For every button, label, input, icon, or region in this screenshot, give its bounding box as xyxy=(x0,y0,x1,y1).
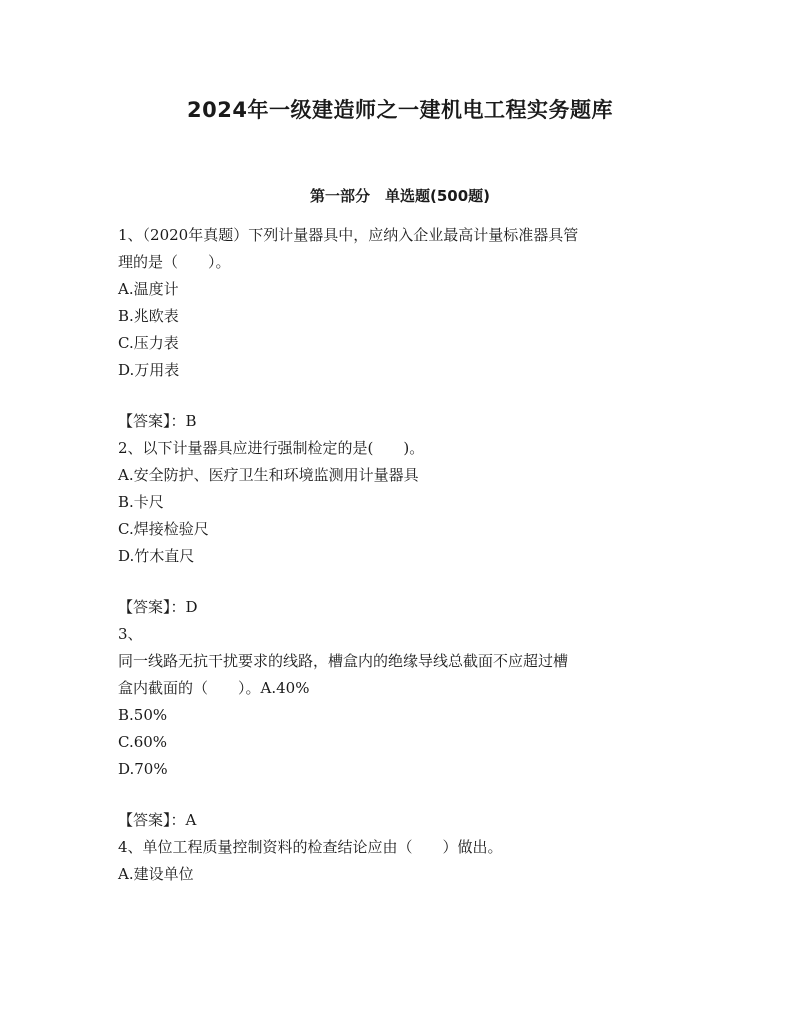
section-title: 第一部分 单选题(500题) xyxy=(309,187,491,205)
option-d: D.70% xyxy=(118,760,168,778)
question-stem-line: 4、单位工程质量控制资料的检查结论应由（ ）做出。 xyxy=(118,838,503,856)
option-b: B.兆欧表 xyxy=(118,307,179,325)
question-stem-line: 1、（2020年真题）下列计量器具中，应纳入企业最高计量标准器具管 xyxy=(118,226,579,244)
question-stem-line: 3、 xyxy=(118,625,143,643)
option-c: C.60% xyxy=(118,733,168,751)
option-b: B.50% xyxy=(118,706,168,724)
question-stem-line: 理的是（ ）。 xyxy=(118,253,231,271)
option-a: A.温度计 xyxy=(118,280,179,298)
option-a: A.安全防护、医疗卫生和环境监测用计量器具 xyxy=(118,466,419,484)
question-stem-line: 同一线路无抗干扰要求的线路，槽盒内的绝缘导线总截面不应超过槽 xyxy=(118,652,569,670)
question-2 xyxy=(118,435,688,621)
answer-label: 【答案】：D xyxy=(118,598,198,616)
option-a: A.建设单位 xyxy=(118,865,194,883)
question-3 xyxy=(118,621,688,834)
answer-label: 【答案】：B xyxy=(118,412,197,430)
option-c: C.压力表 xyxy=(118,334,179,352)
question-list xyxy=(118,222,688,888)
option-b: B.卡尺 xyxy=(118,493,164,511)
option-c: C.焊接检验尺 xyxy=(118,520,209,538)
answer-label: 【答案】：A xyxy=(118,811,197,829)
question-stem-line: 盒内截面的（ ）。A.40% xyxy=(118,679,310,697)
option-d: D.万用表 xyxy=(118,361,180,379)
question-stem-line: 2、以下计量器具应进行强制检定的是( )。 xyxy=(118,439,425,457)
question-4 xyxy=(118,834,688,888)
document-title: 2024年一级建造师之一建机电工程实务题库 xyxy=(187,98,613,122)
question-1 xyxy=(118,222,688,435)
option-d: D.竹木直尺 xyxy=(118,547,195,565)
